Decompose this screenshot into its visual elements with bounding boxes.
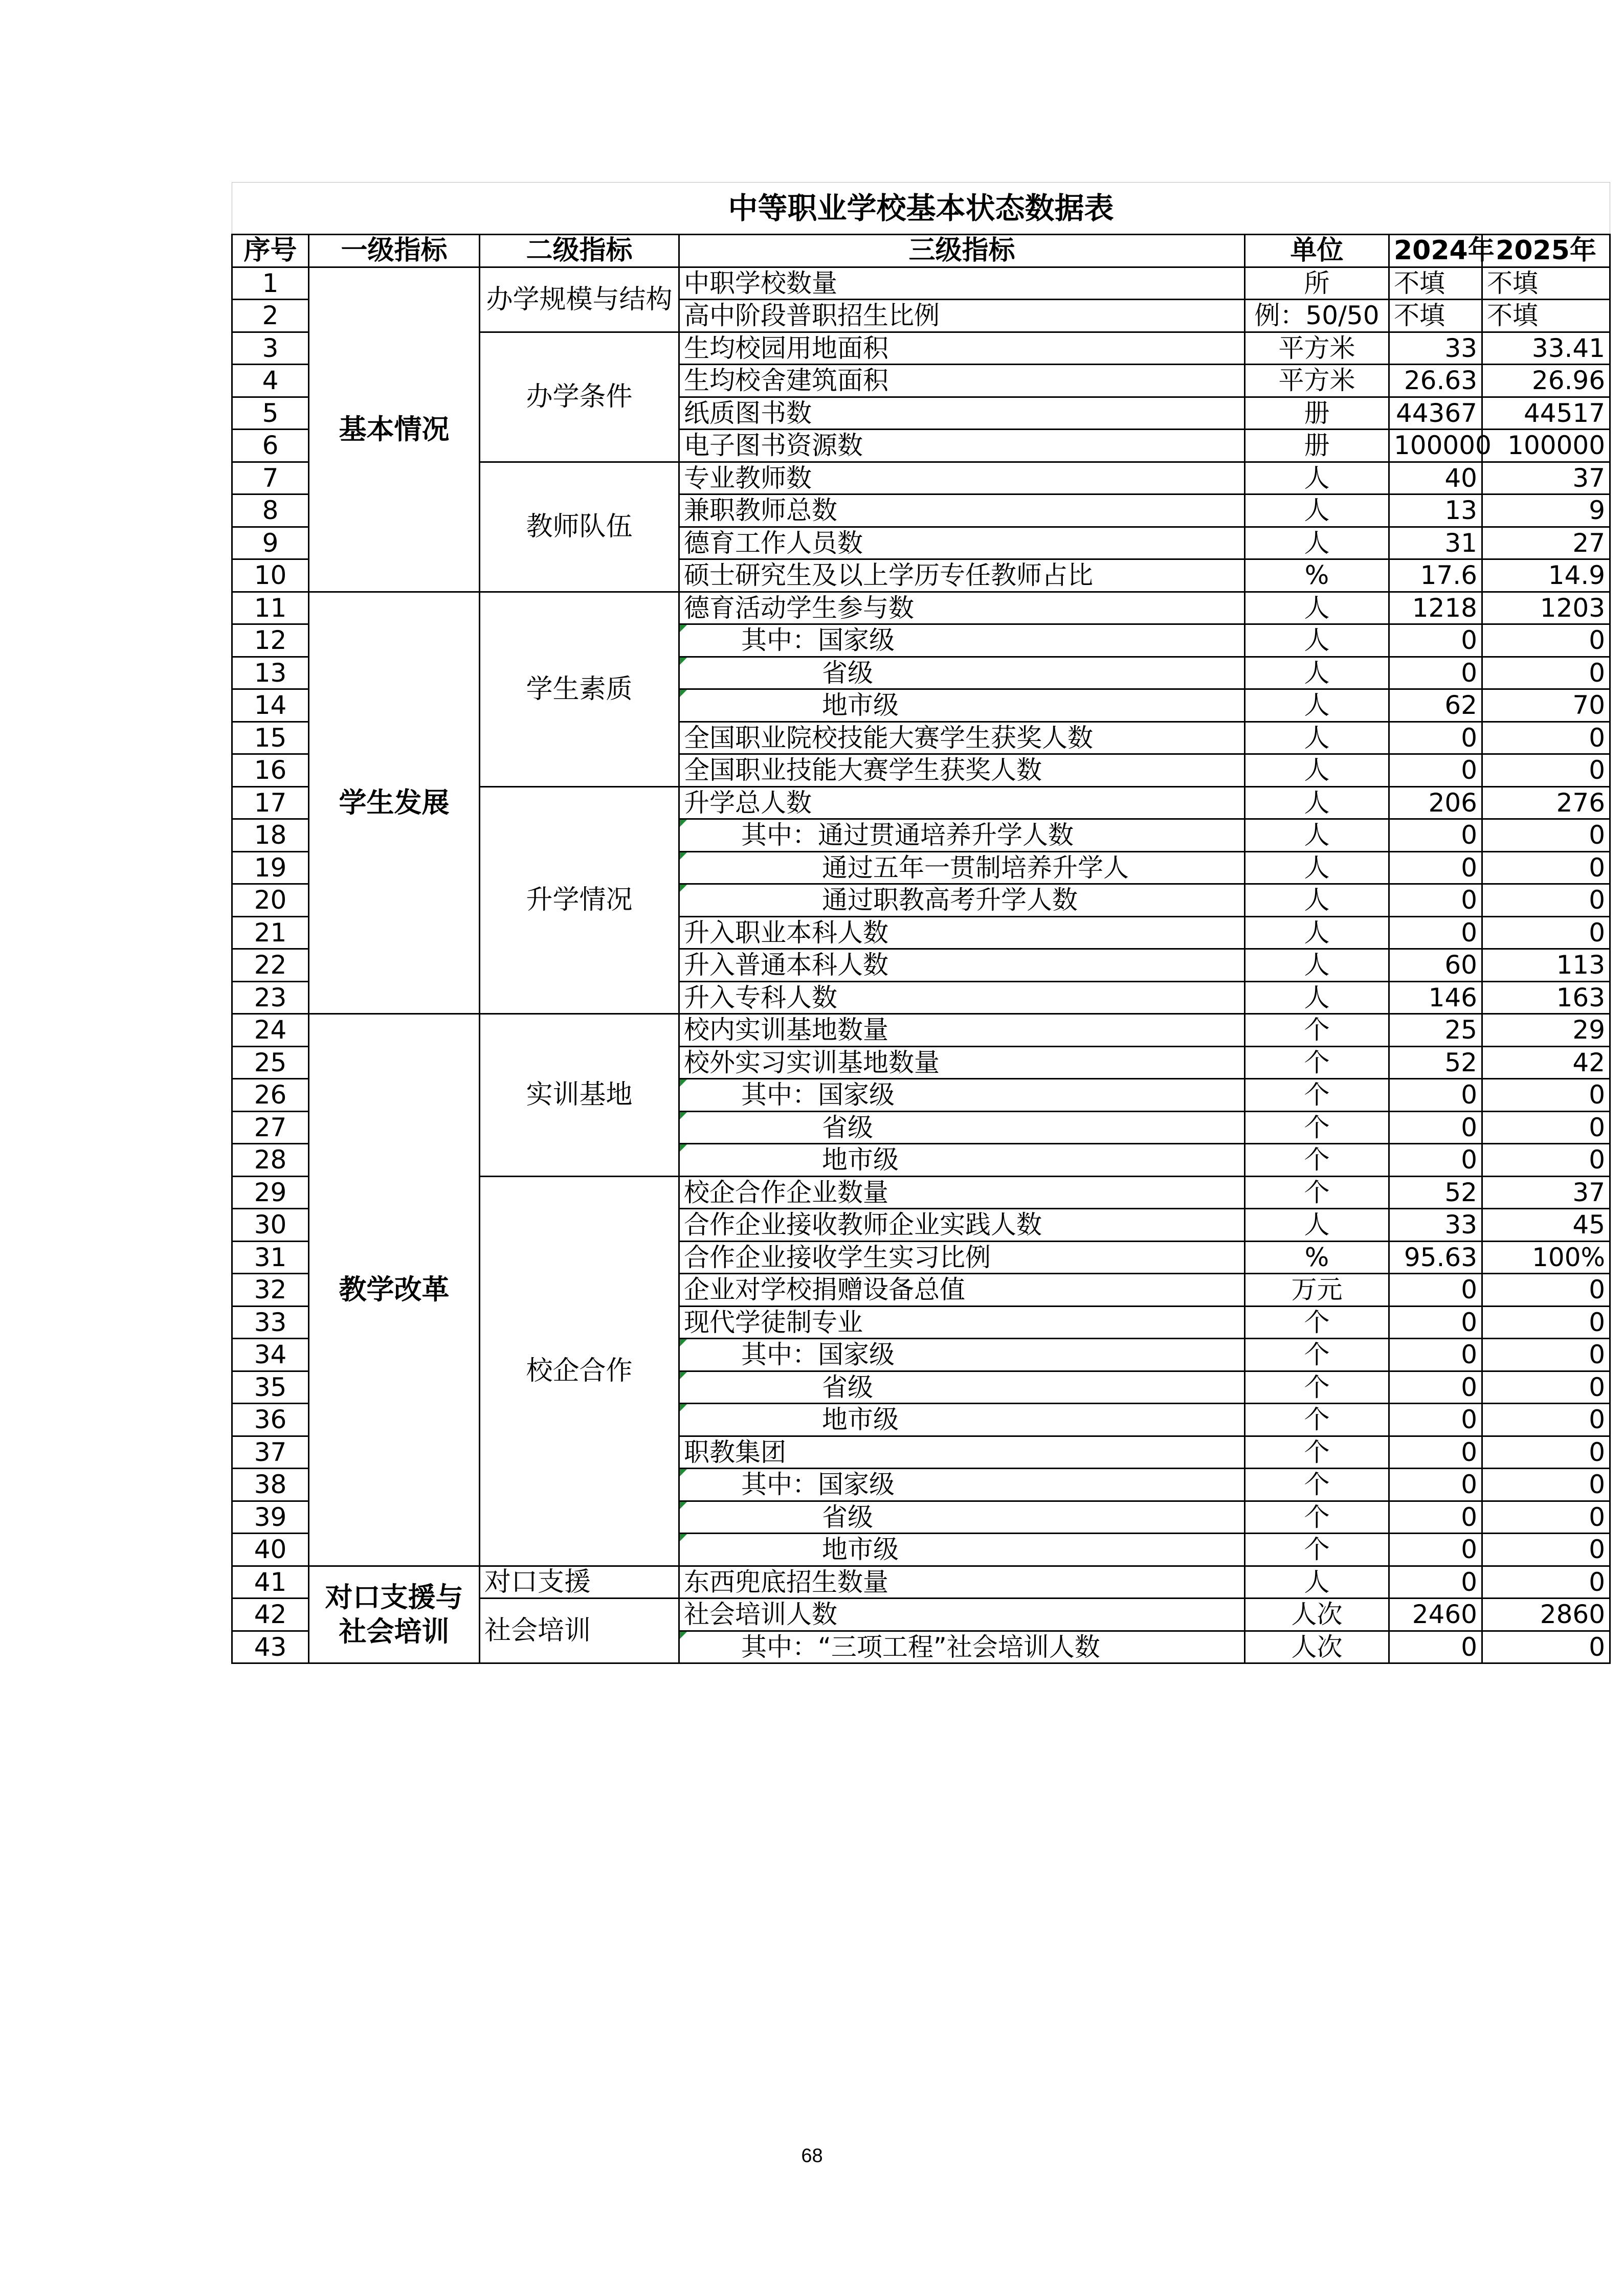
row-number: 39 xyxy=(232,1501,309,1534)
value-2024: 31 xyxy=(1389,527,1482,559)
value-2024: 0 xyxy=(1389,884,1482,917)
level3-indicator: 生均校舍建筑面积 xyxy=(679,365,1245,397)
value-2024: 0 xyxy=(1389,1404,1482,1436)
level1-indicator: 对口支援与社会培训 xyxy=(309,1566,480,1663)
row-number: 22 xyxy=(232,949,309,982)
level3-indicator: 东西兜底招生数量 xyxy=(679,1566,1245,1599)
value-2024: 62 xyxy=(1389,689,1482,722)
level3-indicator: 地市级 xyxy=(679,689,1245,722)
level2-indicator: 社会培训 xyxy=(480,1599,679,1663)
level3-indicator: 其中：“三项工程”社会培训人数 xyxy=(679,1631,1245,1663)
row-number: 36 xyxy=(232,1404,309,1436)
unit-cell: 个 xyxy=(1245,1014,1389,1047)
value-2025: 0 xyxy=(1482,1436,1610,1469)
level3-indicator: 中职学校数量 xyxy=(679,267,1245,300)
row-number: 32 xyxy=(232,1274,309,1307)
header-no: 序号 xyxy=(232,235,309,267)
row-number: 19 xyxy=(232,851,309,884)
row-number: 30 xyxy=(232,1209,309,1242)
row-number: 5 xyxy=(232,397,309,430)
level2-indicator: 对口支援 xyxy=(480,1566,679,1599)
level3-indicator: 校外实习实训基地数量 xyxy=(679,1046,1245,1079)
value-2024: 0 xyxy=(1389,1306,1482,1339)
value-2024: 0 xyxy=(1389,1631,1482,1663)
unit-cell: 个 xyxy=(1245,1046,1389,1079)
level3-indicator: 校企合作企业数量 xyxy=(679,1176,1245,1209)
value-2025: 0 xyxy=(1482,1306,1610,1339)
value-2025: 2860 xyxy=(1482,1599,1610,1631)
value-2025: 0 xyxy=(1482,1111,1610,1144)
level2-indicator: 校企合作 xyxy=(480,1176,679,1566)
value-2024: 33 xyxy=(1389,1209,1482,1242)
value-2024: 0 xyxy=(1389,1371,1482,1404)
level3-indicator: 电子图书资源数 xyxy=(679,430,1245,462)
table-row xyxy=(232,267,1610,300)
value-2025: 不填 xyxy=(1482,267,1610,300)
value-2024: 206 xyxy=(1389,786,1482,819)
header-unit: 单位 xyxy=(1245,235,1389,267)
level3-indicator: 硕士研究生及以上学历专任教师占比 xyxy=(679,559,1245,592)
level3-indicator: 专业教师数 xyxy=(679,462,1245,494)
level3-indicator: 其中：国家级 xyxy=(679,624,1245,657)
table-row xyxy=(232,592,1610,624)
unit-cell: 个 xyxy=(1245,1404,1389,1436)
level2-indicator: 办学规模与结构 xyxy=(480,267,679,332)
value-2025: 100000 xyxy=(1482,430,1610,462)
level3-indicator: 省级 xyxy=(679,1371,1245,1404)
row-number: 3 xyxy=(232,332,309,365)
level3-indicator: 省级 xyxy=(679,1111,1245,1144)
row-number: 28 xyxy=(232,1144,309,1177)
row-number: 6 xyxy=(232,430,309,462)
value-2025: 不填 xyxy=(1482,300,1610,332)
row-number: 26 xyxy=(232,1079,309,1112)
level3-indicator: 升入普通本科人数 xyxy=(679,949,1245,982)
value-2024: 13 xyxy=(1389,494,1482,527)
value-2024: 100000 xyxy=(1389,430,1482,462)
level3-indicator: 其中：通过贯通培养升学人数 xyxy=(679,819,1245,852)
level3-indicator: 升学总人数 xyxy=(679,786,1245,819)
unit-cell: 个 xyxy=(1245,1371,1389,1404)
value-2025: 0 xyxy=(1482,754,1610,787)
value-2025: 45 xyxy=(1482,1209,1610,1242)
row-number: 25 xyxy=(232,1046,309,1079)
level3-indicator: 社会培训人数 xyxy=(679,1599,1245,1631)
unit-cell: 个 xyxy=(1245,1176,1389,1209)
unit-cell: % xyxy=(1245,559,1389,592)
value-2024: 0 xyxy=(1389,1111,1482,1144)
value-2024: 26.63 xyxy=(1389,365,1482,397)
value-2025: 9 xyxy=(1482,494,1610,527)
value-2025: 0 xyxy=(1482,1469,1610,1501)
level3-indicator: 升入专科人数 xyxy=(679,981,1245,1014)
level2-indicator: 实训基地 xyxy=(480,1014,679,1177)
unit-cell: 人 xyxy=(1245,527,1389,559)
value-2024: 0 xyxy=(1389,722,1482,754)
level1-indicator: 学生发展 xyxy=(309,592,480,1014)
unit-cell: % xyxy=(1245,1241,1389,1274)
level3-indicator: 校内实训基地数量 xyxy=(679,1014,1245,1047)
value-2025: 0 xyxy=(1482,1079,1610,1112)
row-number: 31 xyxy=(232,1241,309,1274)
unit-cell: 人 xyxy=(1245,689,1389,722)
unit-cell: 人 xyxy=(1245,916,1389,949)
value-2024: 0 xyxy=(1389,1339,1482,1371)
unit-cell: 人 xyxy=(1245,819,1389,852)
row-number: 16 xyxy=(232,754,309,787)
value-2025: 70 xyxy=(1482,689,1610,722)
value-2025: 14.9 xyxy=(1482,559,1610,592)
row-number: 42 xyxy=(232,1599,309,1631)
value-2024: 0 xyxy=(1389,819,1482,852)
row-number: 17 xyxy=(232,786,309,819)
value-2024: 0 xyxy=(1389,851,1482,884)
row-number: 24 xyxy=(232,1014,309,1047)
value-2025: 42 xyxy=(1482,1046,1610,1079)
header-level1: 一级指标 xyxy=(309,235,480,267)
value-2025: 113 xyxy=(1482,949,1610,982)
table-row xyxy=(232,1014,1610,1047)
unit-cell: 人 xyxy=(1245,657,1389,689)
value-2025: 27 xyxy=(1482,527,1610,559)
row-number: 8 xyxy=(232,494,309,527)
level3-indicator: 兼职教师总数 xyxy=(679,494,1245,527)
level3-indicator: 地市级 xyxy=(679,1144,1245,1177)
value-2025: 100% xyxy=(1482,1241,1610,1274)
header-2024: 2024年 xyxy=(1389,235,1482,267)
row-number: 41 xyxy=(232,1566,309,1599)
value-2025: 37 xyxy=(1482,462,1610,494)
value-2025: 0 xyxy=(1482,851,1610,884)
unit-cell: 册 xyxy=(1245,430,1389,462)
value-2025: 33.41 xyxy=(1482,332,1610,365)
header-2025: 2025年 xyxy=(1482,235,1610,267)
value-2025: 0 xyxy=(1482,1534,1610,1566)
value-2025: 0 xyxy=(1482,624,1610,657)
value-2024: 0 xyxy=(1389,1144,1482,1177)
level3-indicator: 现代学徒制专业 xyxy=(679,1306,1245,1339)
unit-cell: 个 xyxy=(1245,1339,1389,1371)
unit-cell: 人 xyxy=(1245,1566,1389,1599)
value-2024: 40 xyxy=(1389,462,1482,494)
value-2025: 0 xyxy=(1482,1501,1610,1534)
level2-indicator: 教师队伍 xyxy=(480,462,679,592)
value-2024: 2460 xyxy=(1389,1599,1482,1631)
value-2024: 44367 xyxy=(1389,397,1482,430)
row-number: 7 xyxy=(232,462,309,494)
row-number: 23 xyxy=(232,981,309,1014)
level3-indicator: 职教集团 xyxy=(679,1436,1245,1469)
row-number: 2 xyxy=(232,300,309,332)
unit-cell: 人 xyxy=(1245,592,1389,624)
value-2024: 不填 xyxy=(1389,267,1482,300)
row-number: 10 xyxy=(232,559,309,592)
level3-indicator: 合作企业接收教师企业实践人数 xyxy=(679,1209,1245,1242)
value-2024: 0 xyxy=(1389,1469,1482,1501)
unit-cell: 个 xyxy=(1245,1306,1389,1339)
value-2024: 95.63 xyxy=(1389,1241,1482,1274)
level3-indicator: 企业对学校捐赠设备总值 xyxy=(679,1274,1245,1307)
level1-indicator: 教学改革 xyxy=(309,1014,480,1566)
value-2024: 146 xyxy=(1389,981,1482,1014)
level3-indicator: 德育工作人员数 xyxy=(679,527,1245,559)
page-number: 68 xyxy=(801,2145,823,2167)
value-2025: 26.96 xyxy=(1482,365,1610,397)
level3-indicator: 省级 xyxy=(679,1501,1245,1534)
row-number: 18 xyxy=(232,819,309,852)
value-2025: 0 xyxy=(1482,722,1610,754)
value-2025: 37 xyxy=(1482,1176,1610,1209)
row-number: 20 xyxy=(232,884,309,917)
value-2024: 不填 xyxy=(1389,300,1482,332)
unit-cell: 个 xyxy=(1245,1436,1389,1469)
unit-cell: 平方米 xyxy=(1245,365,1389,397)
value-2025: 0 xyxy=(1482,819,1610,852)
status-data-table xyxy=(231,182,1611,1664)
value-2024: 0 xyxy=(1389,1079,1482,1112)
unit-cell: 平方米 xyxy=(1245,332,1389,365)
level2-indicator: 办学条件 xyxy=(480,332,679,462)
level3-indicator: 纸质图书数 xyxy=(679,397,1245,430)
value-2024: 60 xyxy=(1389,949,1482,982)
row-number: 1 xyxy=(232,267,309,300)
level3-indicator: 地市级 xyxy=(679,1404,1245,1436)
row-number: 15 xyxy=(232,722,309,754)
value-2025: 1203 xyxy=(1482,592,1610,624)
document-page xyxy=(231,182,1609,1664)
row-number: 35 xyxy=(232,1371,309,1404)
row-number: 11 xyxy=(232,592,309,624)
unit-cell: 人次 xyxy=(1245,1599,1389,1631)
level1-indicator: 基本情况 xyxy=(309,267,480,592)
unit-cell: 人 xyxy=(1245,494,1389,527)
unit-cell: 人 xyxy=(1245,754,1389,787)
row-number: 4 xyxy=(232,365,309,397)
level3-indicator: 其中：国家级 xyxy=(679,1469,1245,1501)
header-level3: 三级指标 xyxy=(679,235,1245,267)
value-2024: 0 xyxy=(1389,1274,1482,1307)
row-number: 38 xyxy=(232,1469,309,1501)
value-2025: 276 xyxy=(1482,786,1610,819)
unit-cell: 个 xyxy=(1245,1534,1389,1566)
row-number: 21 xyxy=(232,916,309,949)
value-2024: 0 xyxy=(1389,624,1482,657)
row-number: 27 xyxy=(232,1111,309,1144)
value-2025: 0 xyxy=(1482,1274,1610,1307)
level3-indicator: 合作企业接收学生实习比例 xyxy=(679,1241,1245,1274)
level3-indicator: 全国职业院校技能大赛学生获奖人数 xyxy=(679,722,1245,754)
value-2024: 0 xyxy=(1389,754,1482,787)
unit-cell: 所 xyxy=(1245,267,1389,300)
level3-indicator: 德育活动学生参与数 xyxy=(679,592,1245,624)
value-2025: 0 xyxy=(1482,1404,1610,1436)
unit-cell: 个 xyxy=(1245,1469,1389,1501)
value-2024: 17.6 xyxy=(1389,559,1482,592)
value-2025: 163 xyxy=(1482,981,1610,1014)
value-2025: 0 xyxy=(1482,1339,1610,1371)
table-row xyxy=(232,1566,1610,1599)
value-2024: 0 xyxy=(1389,657,1482,689)
level2-indicator: 升学情况 xyxy=(480,786,679,1014)
value-2024: 52 xyxy=(1389,1176,1482,1209)
header-level2: 二级指标 xyxy=(480,235,679,267)
value-2025: 44517 xyxy=(1482,397,1610,430)
level3-indicator: 全国职业技能大赛学生获奖人数 xyxy=(679,754,1245,787)
level3-indicator: 高中阶段普职招生比例 xyxy=(679,300,1245,332)
row-number: 40 xyxy=(232,1534,309,1566)
value-2025: 0 xyxy=(1482,1566,1610,1599)
unit-cell: 例：50/50 xyxy=(1245,300,1389,332)
unit-cell: 人 xyxy=(1245,786,1389,819)
value-2025: 0 xyxy=(1482,1371,1610,1404)
level3-indicator: 地市级 xyxy=(679,1534,1245,1566)
level3-indicator: 通过职教高考升学人数 xyxy=(679,884,1245,917)
unit-cell: 册 xyxy=(1245,397,1389,430)
value-2025: 29 xyxy=(1482,1014,1610,1047)
table-title: 中等职业学校基本状态数据表 xyxy=(232,183,1610,235)
unit-cell: 万元 xyxy=(1245,1274,1389,1307)
level3-indicator: 升入职业本科人数 xyxy=(679,916,1245,949)
row-number: 14 xyxy=(232,689,309,722)
table-body xyxy=(232,267,1610,1663)
unit-cell: 人 xyxy=(1245,462,1389,494)
row-number: 43 xyxy=(232,1631,309,1663)
value-2024: 1218 xyxy=(1389,592,1482,624)
value-2024: 0 xyxy=(1389,1566,1482,1599)
level3-indicator: 其中：国家级 xyxy=(679,1339,1245,1371)
unit-cell: 个 xyxy=(1245,1501,1389,1534)
row-number: 29 xyxy=(232,1176,309,1209)
value-2024: 0 xyxy=(1389,1501,1482,1534)
level3-indicator: 生均校园用地面积 xyxy=(679,332,1245,365)
unit-cell: 个 xyxy=(1245,1144,1389,1177)
unit-cell: 人 xyxy=(1245,624,1389,657)
value-2024: 52 xyxy=(1389,1046,1482,1079)
value-2024: 0 xyxy=(1389,1436,1482,1469)
unit-cell: 人 xyxy=(1245,981,1389,1014)
value-2025: 0 xyxy=(1482,1631,1610,1663)
level3-indicator: 省级 xyxy=(679,657,1245,689)
value-2024: 0 xyxy=(1389,1534,1482,1566)
value-2025: 0 xyxy=(1482,916,1610,949)
header-row xyxy=(232,235,1610,267)
value-2025: 0 xyxy=(1482,657,1610,689)
unit-cell: 个 xyxy=(1245,1111,1389,1144)
level3-indicator: 其中：国家级 xyxy=(679,1079,1245,1112)
row-number: 12 xyxy=(232,624,309,657)
unit-cell: 个 xyxy=(1245,1079,1389,1112)
value-2025: 0 xyxy=(1482,1144,1610,1177)
value-2025: 0 xyxy=(1482,884,1610,917)
value-2024: 0 xyxy=(1389,916,1482,949)
row-number: 9 xyxy=(232,527,309,559)
unit-cell: 人次 xyxy=(1245,1631,1389,1663)
unit-cell: 人 xyxy=(1245,1209,1389,1242)
unit-cell: 人 xyxy=(1245,851,1389,884)
value-2024: 33 xyxy=(1389,332,1482,365)
row-number: 33 xyxy=(232,1306,309,1339)
level2-indicator: 学生素质 xyxy=(480,592,679,786)
value-2024: 25 xyxy=(1389,1014,1482,1047)
row-number: 34 xyxy=(232,1339,309,1371)
unit-cell: 人 xyxy=(1245,884,1389,917)
unit-cell: 人 xyxy=(1245,722,1389,754)
unit-cell: 人 xyxy=(1245,949,1389,982)
row-number: 13 xyxy=(232,657,309,689)
level3-indicator: 通过五年一贯制培养升学人 xyxy=(679,851,1245,884)
row-number: 37 xyxy=(232,1436,309,1469)
